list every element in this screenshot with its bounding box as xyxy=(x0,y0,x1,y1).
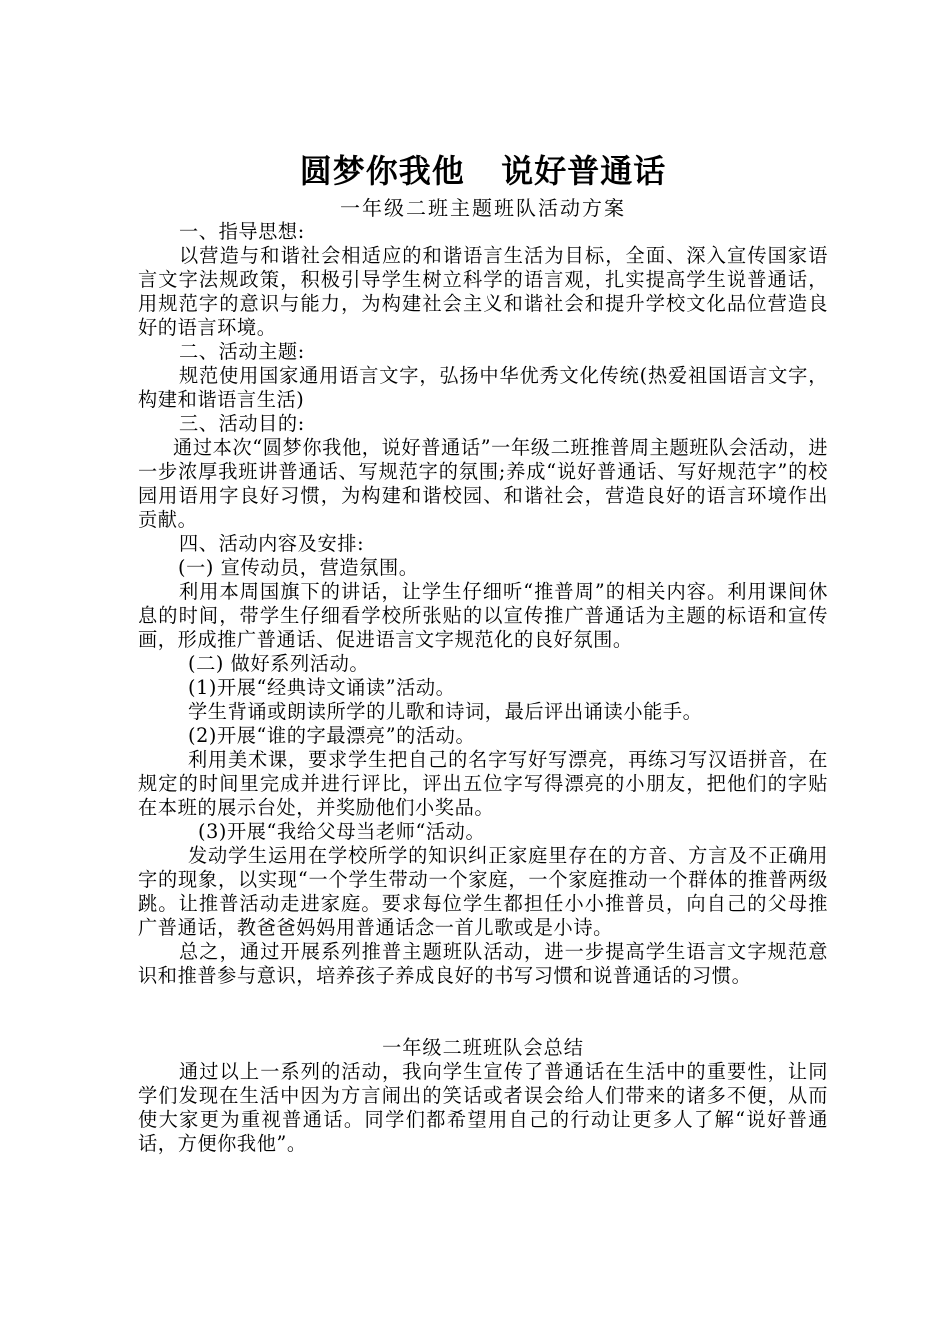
section-body-purpose: 通过本次“圆梦你我他，说好普通话”一年级二班推普周主题班队会活动，进一步浓厚我班讲普通话、写规范字的氛围;养成“说好普通话、写好规范字”的校园用语用字良好习惯，为构建和谐校园、和谐社会，营造良好的语言环境作出贡献。 xyxy=(138,436,828,531)
section-heading-content: 四、活动内容及安排: xyxy=(179,532,365,555)
item2-body: 利用美术课，要求学生把自己的名字写好写漂亮，再练习写汉语拼音，在规定的时间里完成并进行评比，评出五位字写得漂亮的小朋友，把他们的字贴在本班的展示台处，并奖励他们小奖品。 xyxy=(138,748,828,819)
section-heading-guiding-thought: 一、指导思想: xyxy=(179,220,305,243)
item1-heading: (1)开展“经典诗文诵读”活动。 xyxy=(188,676,456,699)
item2-heading: (2)开展“谁的字最漂亮”的活动。 xyxy=(188,724,476,747)
item3-heading: (3)开展“我给父母当老师“活动。 xyxy=(198,820,486,843)
document-subtitle: 一年级二班主题班队活动方案 xyxy=(340,196,626,220)
summary-heading: 一年级二班班队会总结 xyxy=(382,1036,584,1059)
document-title: 圆梦你我他 说好普通话 xyxy=(299,152,667,190)
section-body-theme: 规范使用国家通用语言文字，弘扬中华优秀文化传统(热爱祖国语言文字，构建和谐语言生活) xyxy=(138,364,828,411)
part1-body: 利用本周国旗下的讲话，让学生仔细听“推普周”的相关内容。利用课间休息的时间，带学生仔细看学校所张贴的以宣传推广普通话为主题的标语和宣传画，形成推广普通话、促进语言文字规范化的良好氛围。 xyxy=(138,580,828,651)
item1-body: 学生背诵或朗读所学的儿歌和诗词，最后评出诵读小能手。 xyxy=(188,700,703,723)
summary-body: 通过以上一系列的活动，我向学生宣传了普通话在生活中的重要性，让同学们发现在生活中因为方言闹出的笑话或者误会给人们带来的诸多不便，从而使大家更为重视普通话。同学们都希望用自己的行动让更多人了解“说好普通话，方便你我他”。 xyxy=(138,1060,828,1155)
section-heading-theme: 二、活动主题: xyxy=(179,340,305,363)
section-heading-purpose: 三、活动目的: xyxy=(179,412,305,435)
document-page xyxy=(138,148,828,1156)
part2-heading: (二) 做好系列活动。 xyxy=(188,652,370,675)
part1-heading: (一) 宣传动员，营造氛围。 xyxy=(178,556,419,579)
section-body-guiding-thought: 以营造与和谐社会相适应的和谐语言生活为目标，全面、深入宣传国家语言文字法规政策，积极引导学生树立科学的语言观，扎实提高学生说普通话，用规范字的意识与能力，为构建社会主义和谐社会和提升学校文化品位营造良好的语言环境。 xyxy=(138,244,828,339)
conclusion: 总之，通过开展系列推普主题班队活动，进一步提高学生语言文字规范意识和推普参与意识，培养孩子养成良好的书写习惯和说普通话的习惯。 xyxy=(138,940,828,987)
spacer xyxy=(138,988,828,1036)
item3-body: 发动学生运用在学校所学的知识纠正家庭里存在的方音、方言及不正确用字的现象，以实现“一个学生带动一个家庭，一个家庭推动一个群体的推普两级跳。让推普活动走进家庭。要求每位学生都担任小小推普员，向自己的父母推广普通话，教爸爸妈妈用普通话念一首儿歌或是小诗。 xyxy=(138,844,828,939)
